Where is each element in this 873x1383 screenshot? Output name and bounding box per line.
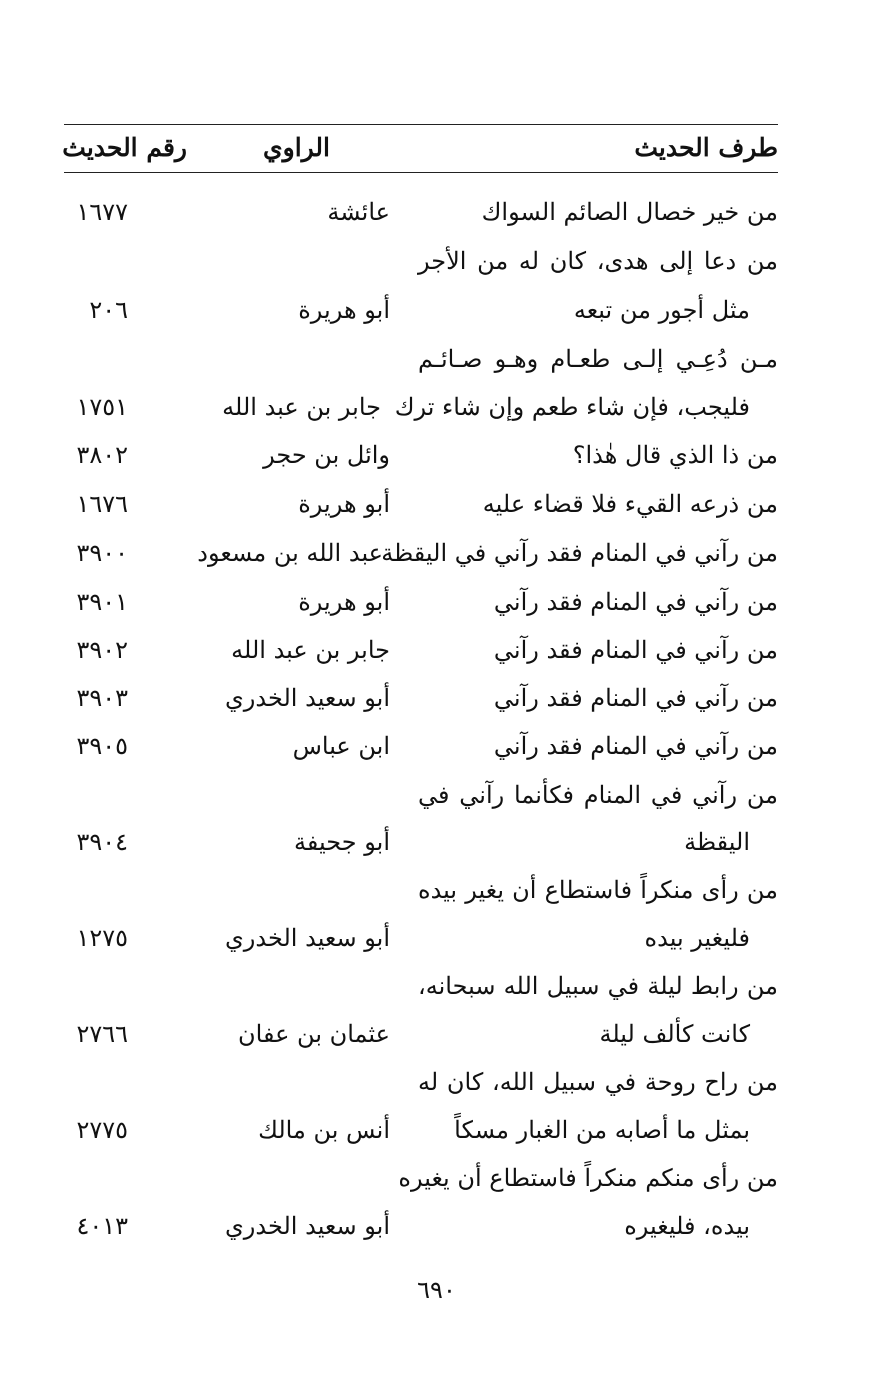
table-row bbox=[0, 1154, 873, 1202]
hadith-text: من دعا إلى هدى، كان له من الأجر bbox=[418, 247, 778, 275]
narrator: عثمان بن عفان bbox=[238, 1020, 390, 1048]
hadith-text: من رآني في المنام فقد رآني في اليقظة bbox=[381, 539, 778, 567]
narrator: جابر بن عبد الله bbox=[231, 636, 390, 664]
hadith-number: ٢٧٧٥ bbox=[76, 1116, 128, 1144]
table-row bbox=[0, 866, 873, 914]
table-row bbox=[0, 286, 873, 334]
table-row bbox=[0, 626, 873, 674]
hadith-text: من ذرعه القيء فلا قضاء عليه bbox=[482, 490, 778, 518]
table-row bbox=[0, 431, 873, 479]
narrator: أنس بن مالك bbox=[258, 1116, 390, 1144]
hadith-number: ٣٩٠٥ bbox=[76, 732, 128, 760]
hadith-text: مـن دُعِـي إلـى طعـام وهـو صـائـم bbox=[418, 345, 778, 373]
narrator: أبو سعيد الخدري bbox=[225, 1212, 390, 1240]
hadith-number: ٣٩٠٠ bbox=[76, 539, 128, 567]
hadith-text: من رآني في المنام فقد رآني bbox=[493, 732, 778, 760]
hadith-text: بمثل ما أصابه من الغبار مسكاً bbox=[454, 1116, 750, 1144]
hadith-number: ٢٧٦٦ bbox=[76, 1020, 128, 1048]
table-row bbox=[0, 1010, 873, 1058]
column-header-hadith-number: رقم الحديث bbox=[62, 133, 187, 162]
column-header-narrator: الراوي bbox=[263, 133, 330, 162]
hadith-text: من رآني في المنام فكأنما رآني في bbox=[418, 781, 778, 809]
narrator: أبو هريرة bbox=[298, 490, 390, 518]
hadith-number: ٣٩٠٢ bbox=[76, 636, 128, 664]
hadith-number: ١٦٧٧ bbox=[76, 198, 128, 226]
table-row bbox=[0, 1202, 873, 1250]
table-row bbox=[0, 1106, 873, 1154]
table-row bbox=[0, 771, 873, 819]
narrator: أبو سعيد الخدري bbox=[225, 924, 390, 952]
narrator: أبو سعيد الخدري bbox=[225, 684, 390, 712]
hadith-text: من رأى منكم منكراً فاستطاع أن يغيره bbox=[398, 1164, 778, 1192]
column-header-hadith-text: طرف الحديث bbox=[634, 133, 778, 162]
hadith-text: من راح روحة في سبيل الله، كان له bbox=[418, 1068, 778, 1096]
hadith-number: ١٦٧٦ bbox=[76, 490, 128, 518]
hadith-text: من خير خصال الصائم السواك bbox=[481, 198, 778, 226]
narrator: وائل بن حجر bbox=[263, 441, 390, 469]
hadith-text: فليغير بيده bbox=[644, 924, 750, 952]
table-row bbox=[0, 480, 873, 528]
hadith-text: من رآني في المنام فقد رآني bbox=[493, 588, 778, 616]
hadith-number: ٤٠١٣ bbox=[76, 1212, 128, 1240]
table-row bbox=[0, 383, 873, 431]
hadith-number: ٣٨٠٢ bbox=[76, 441, 128, 469]
table-row bbox=[0, 962, 873, 1010]
narrator: جابر بن عبد الله bbox=[222, 393, 381, 421]
hadith-number: ١٧٥١ bbox=[76, 393, 128, 421]
narrator: عبد الله بن مسعود bbox=[197, 539, 383, 567]
hadith-text: كانت كألف ليلة bbox=[599, 1020, 750, 1048]
narrator: أبو هريرة bbox=[298, 588, 390, 616]
narrator: أبو جحيفة bbox=[294, 828, 390, 856]
table-row bbox=[0, 237, 873, 285]
hadith-number: ٢٠٦ bbox=[89, 296, 128, 324]
hadith-number: ٣٩٠٣ bbox=[76, 684, 128, 712]
page-number: ٦٩٠ bbox=[417, 1276, 456, 1304]
table-row bbox=[0, 722, 873, 770]
table-row bbox=[0, 188, 873, 236]
hadith-text: بيده، فليغيره bbox=[624, 1212, 750, 1240]
hadith-text: من رآني في المنام فقد رآني bbox=[493, 684, 778, 712]
hadith-text: من رآني في المنام فقد رآني bbox=[493, 636, 778, 664]
hadith-number: ١٢٧٥ bbox=[76, 924, 128, 952]
table-row bbox=[0, 914, 873, 962]
narrator: عائشة bbox=[327, 198, 390, 226]
table-row bbox=[0, 335, 873, 383]
hadith-text: اليقظة bbox=[684, 828, 750, 856]
hadith-text: من ذا الذي قال هٰذا؟ bbox=[572, 441, 778, 469]
top-rule bbox=[64, 124, 778, 125]
hadith-text: من رأى منكراً فاستطاع أن يغير بيده bbox=[418, 876, 778, 904]
hadith-text: فليجب، فإن شاء طعم وإن شاء ترك bbox=[394, 393, 750, 421]
table-row bbox=[0, 1058, 873, 1106]
table-row bbox=[0, 674, 873, 722]
header-rule bbox=[64, 172, 778, 173]
hadith-text: مثل أجور من تبعه bbox=[573, 296, 750, 324]
table-row bbox=[0, 578, 873, 626]
narrator: ابن عباس bbox=[292, 732, 390, 760]
hadith-number: ٣٩٠١ bbox=[76, 588, 128, 616]
table-row bbox=[0, 529, 873, 577]
narrator: أبو هريرة bbox=[298, 296, 390, 324]
hadith-number: ٣٩٠٤ bbox=[76, 828, 128, 856]
hadith-text: من رابط ليلة في سبيل الله سبحانه، bbox=[418, 972, 778, 1000]
table-row bbox=[0, 818, 873, 866]
